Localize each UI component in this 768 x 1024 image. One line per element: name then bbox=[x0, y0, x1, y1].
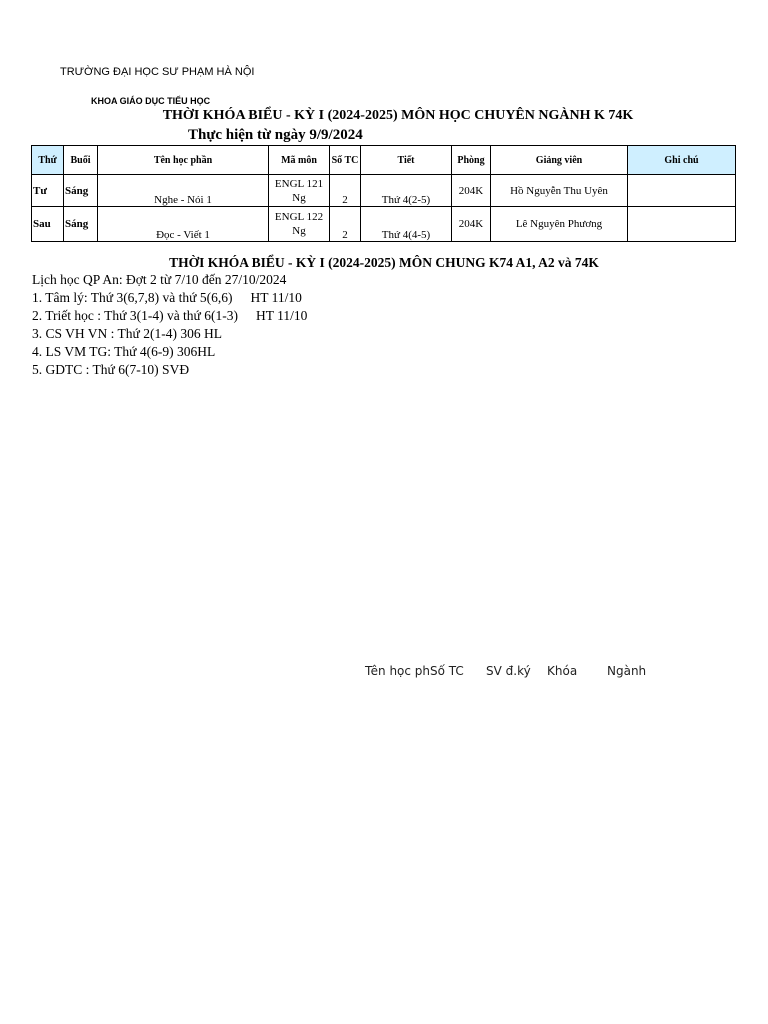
table-header-row bbox=[32, 146, 736, 175]
code-line-2: Ng bbox=[292, 191, 306, 204]
footer-col-cohort: Khóa bbox=[547, 664, 578, 678]
footer-col-major: Ngành bbox=[607, 664, 647, 678]
cell-room: 204K bbox=[452, 207, 491, 242]
list-item bbox=[32, 362, 189, 378]
list-item-text: 2. Triết học : Thứ 3(1-4) và thứ 6(1-3) bbox=[32, 308, 238, 323]
cell-credits: 2 bbox=[330, 175, 361, 207]
faculty-name: KHOA GIÁO DỤC TIỂU HỌC bbox=[91, 96, 211, 106]
cell-day: Tư bbox=[32, 175, 64, 207]
list-item bbox=[32, 290, 302, 306]
major-schedule-title bbox=[0, 108, 768, 124]
cell-session: Sáng bbox=[64, 207, 98, 242]
general-schedule-title-text: THỜI KHÓA BIỂU - KỲ I (2024-2025) MÔN CHUNG K74 A1, A2 và 74K bbox=[169, 255, 599, 270]
col-header-session: Buổi bbox=[64, 146, 98, 175]
cell-room: 204K bbox=[452, 175, 491, 207]
general-schedule-title bbox=[0, 255, 768, 271]
col-header-room: Phòng bbox=[452, 146, 491, 175]
col-header-credits: Số TC bbox=[330, 146, 361, 175]
col-header-period: Tiết bbox=[361, 146, 452, 175]
cell-code bbox=[269, 207, 330, 242]
major-schedule-title-text: THỜI KHÓA BIỂU - KỲ I (2024-2025) MÔN HỌC CHUYÊN NGÀNH K 74K bbox=[162, 108, 634, 123]
list-item-text: 5. GDTC : Thứ 6(7-10) SVĐ bbox=[32, 362, 190, 377]
list-item-text: 1. Tâm lý: Thứ 3(6,7,8) và thứ 5(6,6) bbox=[32, 290, 233, 305]
cell-note bbox=[628, 175, 736, 207]
col-header-day: Thứ bbox=[32, 146, 64, 175]
cell-subject: Nghe - Nói 1 bbox=[98, 175, 269, 207]
list-item-text: 3. CS VH VN : Thứ 2(1-4) 306 HL bbox=[32, 326, 222, 341]
cell-period: Thứ 4(4-5) bbox=[361, 207, 452, 242]
cell-credits: 2 bbox=[330, 207, 361, 242]
table-row bbox=[32, 207, 736, 242]
list-item-text: 4. LS VM TG: Thứ 4(6-9) 306HL bbox=[32, 344, 216, 359]
cell-subject: Đọc - Viết 1 bbox=[98, 207, 269, 242]
start-date: Thực hiện từ ngày 9/9/2024 bbox=[188, 127, 363, 143]
qp-schedule-line: Lịch học QP An: Đợt 2 từ 7/10 đến 27/10/2024 bbox=[32, 272, 287, 287]
cell-period: Thứ 4(2-5) bbox=[361, 175, 452, 207]
cell-session: Sáng bbox=[64, 175, 98, 207]
cell-note bbox=[628, 207, 736, 242]
cell-day: Sau bbox=[32, 207, 64, 242]
footer-col-registered: SV đ.ký bbox=[486, 664, 531, 678]
cell-teacher: Lê Nguyên Phương bbox=[491, 207, 628, 242]
cell-code bbox=[269, 175, 330, 207]
code-line-2: Ng bbox=[292, 225, 306, 237]
col-header-code: Mã môn bbox=[269, 146, 330, 175]
table-row bbox=[32, 175, 736, 207]
list-item-extra: HT 11/10 bbox=[250, 290, 302, 305]
list-item bbox=[32, 308, 307, 324]
col-header-note: Ghi chú bbox=[628, 146, 736, 175]
list-item bbox=[32, 326, 222, 342]
university-name: TRƯỜNG ĐẠI HỌC SƯ PHẠM HÀ NỘI bbox=[60, 66, 255, 78]
schedule-table bbox=[31, 145, 736, 242]
code-line-1: ENGL 122 bbox=[274, 211, 324, 223]
list-item-extra: HT 11/10 bbox=[256, 308, 308, 323]
col-header-subject: Tên học phần bbox=[98, 146, 269, 175]
footer-col-subject-credits: Tên học phSố TC bbox=[365, 664, 464, 678]
col-header-teacher: Giảng viên bbox=[491, 146, 628, 175]
cell-teacher: Hồ Nguyễn Thu Uyên bbox=[491, 175, 628, 207]
code-line-1: ENGL 121 bbox=[274, 177, 324, 190]
list-item bbox=[32, 344, 215, 360]
